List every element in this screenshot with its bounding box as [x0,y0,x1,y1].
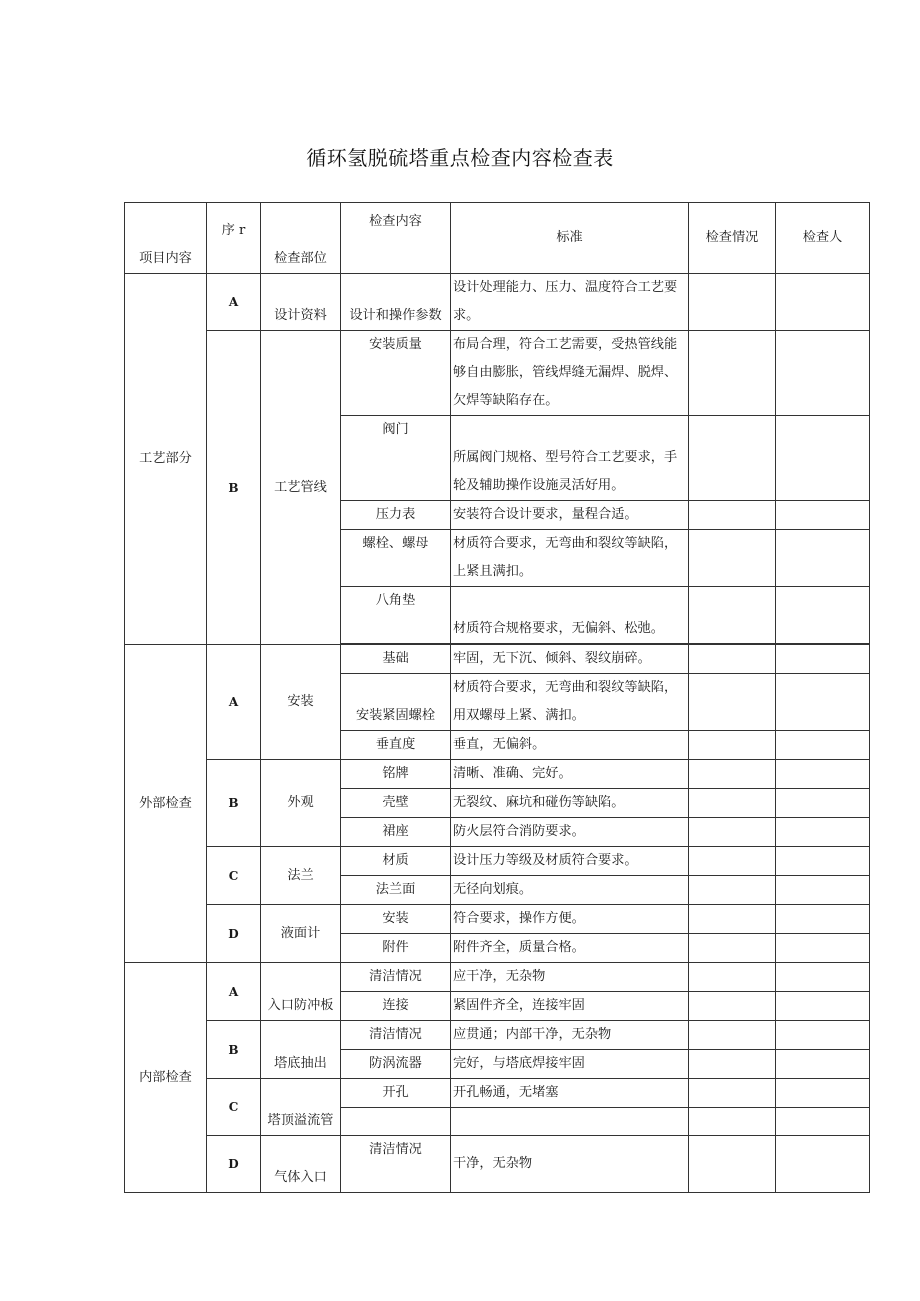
group-part: 气体入口 [261,1136,341,1193]
table-row [125,274,870,331]
item-standard: 设计压力等级及材质符合要求。 [451,847,689,876]
inspection-table [124,202,870,1193]
item-content: 防涡流器 [341,1050,451,1079]
section-label: 内部检查 [125,963,207,1193]
header-row [125,203,870,274]
item-content: 压力表 [341,501,451,530]
table-row [125,1021,870,1050]
item-standard: 干净，无杂物 [451,1136,689,1193]
group-seq: B [207,760,261,847]
item-content: 法兰面 [341,876,451,905]
group-part: 塔顶溢流管 [261,1079,341,1136]
item-standard: 所属阀门规格、型号符合工艺要求，手轮及辅助操作设施灵活好用。 [451,416,689,501]
section-label: 工艺部分 [125,274,207,645]
header-status: 检查情况 [689,203,776,274]
item-standard: 安装符合设计要求，量程合适。 [451,501,689,530]
inspector-cell[interactable] [776,847,870,876]
group-seq: C [207,847,261,905]
status-cell[interactable] [689,674,776,731]
header-project: 项目内容 [125,203,207,274]
group-seq: A [207,645,261,760]
header-standard: 标准 [451,203,689,274]
inspector-cell[interactable] [776,934,870,963]
item-content: 阀门 [341,416,451,501]
item-content: 铭牌 [341,760,451,789]
status-cell[interactable] [689,331,776,416]
inspector-cell[interactable] [776,963,870,992]
table-row [125,331,870,416]
item-content: 基础 [341,645,451,674]
inspector-cell[interactable] [776,331,870,416]
status-cell[interactable] [689,1021,776,1050]
status-cell[interactable] [689,905,776,934]
inspector-cell[interactable] [776,818,870,847]
item-content: 设计和操作参数 [341,274,451,331]
status-cell[interactable] [689,876,776,905]
status-cell[interactable] [689,760,776,789]
item-standard: 垂直，无偏斜。 [451,731,689,760]
item-content: 螺栓、螺母 [341,530,451,587]
status-cell[interactable] [689,731,776,760]
item-content: 安装质量 [341,331,451,416]
item-standard [451,1108,689,1136]
group-seq: A [207,963,261,1021]
item-standard: 应贯通；内部干净，无杂物 [451,1021,689,1050]
item-content: 安装 [341,905,451,934]
item-standard: 无径向划痕。 [451,876,689,905]
inspector-cell[interactable] [776,1079,870,1108]
group-part: 塔底抽出 [261,1021,341,1079]
status-cell[interactable] [689,1079,776,1108]
group-seq: D [207,905,261,963]
table-row [125,847,870,876]
inspector-cell[interactable] [776,1136,870,1193]
item-standard: 无裂纹、麻坑和碰伤等缺陷。 [451,789,689,818]
status-cell[interactable] [689,416,776,501]
group-seq: B [207,1021,261,1079]
header-part: 检查部位 [261,203,341,274]
item-standard: 布局合理，符合工艺需要，受热管线能够自由膨胀，管线焊缝无漏焊、脱焊、欠焊等缺陷存在。 [451,331,689,416]
table-row [125,963,870,992]
status-cell[interactable] [689,274,776,331]
item-content: 材质 [341,847,451,876]
item-standard: 开孔畅通，无堵塞 [451,1079,689,1108]
group-part: 液面计 [261,905,341,963]
item-content: 开孔 [341,1079,451,1108]
status-cell[interactable] [689,1050,776,1079]
status-cell[interactable] [689,645,776,674]
table-row [125,905,870,934]
item-standard: 材质符合要求，无弯曲和裂纹等缺陷，上紧且满扣。 [451,530,689,587]
inspector-cell[interactable] [776,992,870,1021]
item-content: 附件 [341,934,451,963]
group-part: 安装 [261,645,341,760]
header-content: 检查内容 [341,203,451,274]
item-content: 壳壁 [341,789,451,818]
item-content: 清洁情况 [341,1021,451,1050]
group-part: 入口防冲板 [261,963,341,1021]
item-content: 清洁情况 [341,1136,451,1193]
table-row [125,1136,870,1193]
inspector-cell[interactable] [776,587,870,644]
item-content: 八角垫 [341,587,451,644]
item-standard: 完好，与塔底焊接牢固 [451,1050,689,1079]
item-standard: 应干净，无杂物 [451,963,689,992]
group-part: 法兰 [261,847,341,905]
status-cell[interactable] [689,1136,776,1193]
inspector-cell[interactable] [776,905,870,934]
inspector-cell[interactable] [776,501,870,530]
item-standard: 紧固件齐全，连接牢固 [451,992,689,1021]
inspector-cell[interactable] [776,674,870,731]
page-title: 循环氢脱硫塔重点检查内容检查表 [306,146,614,170]
table-row [125,760,870,789]
item-standard: 设计处理能力、压力、温度符合工艺要求。 [451,274,689,331]
status-cell[interactable] [689,789,776,818]
inspector-cell[interactable] [776,530,870,587]
group-seq: A [207,274,261,331]
item-standard: 符合要求，操作方便。 [451,905,689,934]
group-seq: D [207,1136,261,1193]
item-content: 连接 [341,992,451,1021]
item-standard: 清晰、准确、完好。 [451,760,689,789]
inspector-cell[interactable] [776,789,870,818]
table-row [125,645,870,674]
inspector-cell[interactable] [776,416,870,501]
item-standard: 材质符合要求，无弯曲和裂纹等缺陷，用双螺母上紧、满扣。 [451,674,689,731]
status-cell[interactable] [689,847,776,876]
status-cell[interactable] [689,530,776,587]
header-seq: 序 r [207,203,261,274]
item-standard: 材质符合规格要求，无偏斜、松弛。 [451,587,689,644]
inspector-cell[interactable] [776,1050,870,1079]
inspector-cell[interactable] [776,760,870,789]
inspector-cell[interactable] [776,731,870,760]
group-part: 外观 [261,760,341,847]
inspector-cell[interactable] [776,274,870,331]
inspector-cell[interactable] [776,876,870,905]
table-row [125,1079,870,1108]
item-content: 清洁情况 [341,963,451,992]
header-inspector: 检查人 [776,203,870,274]
item-content: 安装紧固螺栓 [341,674,451,731]
status-cell[interactable] [689,501,776,530]
status-cell[interactable] [689,587,776,644]
item-standard: 牢固，无下沉、倾斜、裂纹崩碎。 [451,645,689,674]
group-part: 工艺管线 [261,331,341,645]
status-cell[interactable] [689,963,776,992]
status-cell[interactable] [689,992,776,1021]
item-standard: 附件齐全，质量合格。 [451,934,689,963]
item-content: 垂直度 [341,731,451,760]
status-cell[interactable] [689,818,776,847]
group-seq: B [207,331,261,645]
item-standard: 防火层符合消防要求。 [451,818,689,847]
item-content: 裙座 [341,818,451,847]
item-content [341,1108,451,1136]
inspector-cell[interactable] [776,1108,870,1136]
group-part: 设计资料 [261,274,341,331]
inspector-cell[interactable] [776,645,870,674]
status-cell[interactable] [689,1108,776,1136]
section-label: 外部检查 [125,645,207,963]
group-seq: C [207,1079,261,1136]
status-cell[interactable] [689,934,776,963]
inspector-cell[interactable] [776,1021,870,1050]
